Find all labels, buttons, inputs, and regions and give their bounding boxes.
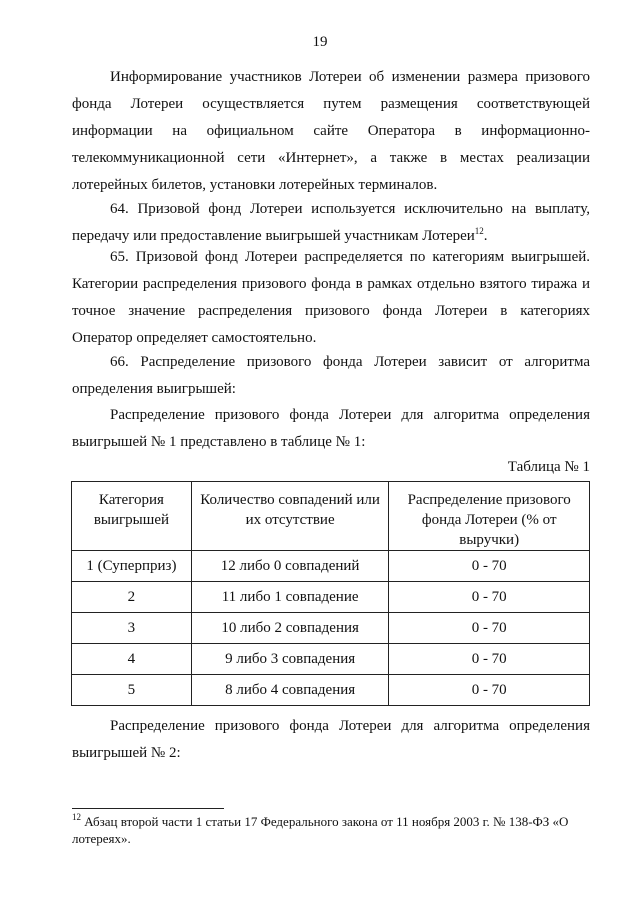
cell-distribution: 0 - 70: [389, 644, 590, 675]
footnote: [72, 813, 592, 847]
cell-matches: 12 либо 0 совпадений: [191, 551, 389, 582]
paragraph-table-intro: Распределение призового фонда Лотереи для алгоритма определения выигрышей № 1 представлено в таблице № 1:: [72, 407, 590, 450]
header-distribution: Распределение призового фонда Лотереи (% от выручки): [389, 482, 590, 551]
prize-distribution-table: [71, 481, 590, 706]
cell-distribution: 0 - 70: [389, 582, 590, 613]
footnote-text: Абзац второй части 1 статьи 17 Федерального закона от 11 ноября 2003 г. № 138-ФЗ «О лотереях».: [72, 814, 569, 846]
cell-category: 3: [72, 613, 192, 644]
header-category: Категория выигрышей: [72, 482, 192, 551]
paragraph-prize-fund-info: Информирование участников Лотереи об изменении размера призового фонда Лотереи осуществляется путем размещения соответствующей информации на официальном сайте Оператора в информационно-телекоммуникационной сети «Интернет», а также в местах реализации лотерейных билетов, установки лотерейных терминалов.: [72, 69, 590, 193]
cell-category: 1 (Суперприз): [72, 551, 192, 582]
cell-matches: 9 либо 3 совпадения: [191, 644, 389, 675]
cell-category: 2: [72, 582, 192, 613]
table-row: [72, 644, 590, 675]
footnote-ref-12: 12: [474, 226, 484, 236]
cell-distribution: 0 - 70: [389, 551, 590, 582]
table-row: [72, 613, 590, 644]
paragraph-algorithm-2-intro: Распределение призового фонда Лотереи для алгоритма определения выигрышей № 2:: [72, 718, 590, 761]
paragraph-64-text: 64. Призовой фонд Лотереи используется исключительно на выплату, передачу или предоставление выигрышей участникам Лотереи: [72, 201, 590, 244]
cell-distribution: 0 - 70: [389, 613, 590, 644]
paragraph-65: 65. Призовой фонд Лотереи распределяется по категориям выигрышей. Категории распределения призового фонда в рамках отдельно взятого тиража и точное значение распределения призового фонда Лотереи в категориях Оператор определяет самостоятельно.: [72, 249, 590, 346]
cell-matches: 10 либо 2 совпадения: [191, 613, 389, 644]
footnote-divider: [72, 808, 224, 809]
table-header-row: [72, 482, 590, 551]
cell-category: 4: [72, 644, 192, 675]
table-row: [72, 675, 590, 706]
cell-matches: 11 либо 1 совпадение: [191, 582, 389, 613]
header-matches: Количество совпадений или их отсутствие: [191, 482, 389, 551]
paragraph-66: 66. Распределение призового фонда Лотереи зависит от алгоритма определения выигрышей:: [72, 354, 590, 397]
table-row: [72, 582, 590, 613]
cell-matches: 8 либо 4 совпадения: [191, 675, 389, 706]
cell-distribution: 0 - 70: [389, 675, 590, 706]
footnote-marker: 12: [72, 812, 81, 822]
table-row: [72, 551, 590, 582]
paragraph-64: [72, 196, 590, 250]
paragraph-64-end: .: [483, 228, 488, 244]
table-caption: Таблица № 1: [507, 459, 590, 475]
cell-category: 5: [72, 675, 192, 706]
page-number: 19: [312, 34, 328, 50]
